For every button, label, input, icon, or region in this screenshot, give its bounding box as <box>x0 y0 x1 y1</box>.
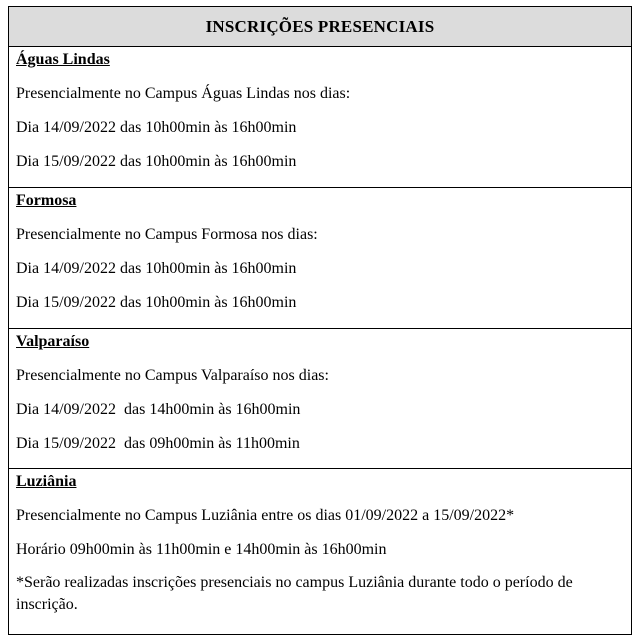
section-title: Águas Lindas <box>16 51 110 68</box>
section-title: Valparaíso <box>16 333 90 350</box>
section-formosa <box>9 188 631 329</box>
section-description: Presencialmente no Campus Valparaíso nos dias: <box>16 367 329 384</box>
schedule-line: Dia 14/09/2022 das 10h00min às 16h00min <box>16 260 297 277</box>
section-description: Presencialmente no Campus Formosa nos dias: <box>16 226 318 243</box>
section-luziania <box>9 469 631 634</box>
table-header <box>9 7 631 47</box>
schedule-line: Dia 14/09/2022 das 10h00min às 16h00min <box>16 119 297 136</box>
section-description: Presencialmente no Campus Águas Lindas nos dias: <box>16 85 351 102</box>
schedule-line: Dia 15/09/2022 das 10h00min às 16h00min <box>16 153 297 170</box>
footnote: *Serão realizadas inscrições presenciais no campus Luziânia durante todo o período de inscrição. <box>16 574 573 613</box>
schedule-line: Dia 15/09/2022 das 09h00min às 11h00min <box>16 435 300 452</box>
section-aguas-lindas <box>9 47 631 188</box>
section-title: Formosa <box>16 192 77 209</box>
section-valparaiso <box>9 329 631 469</box>
schedule-line: Dia 15/09/2022 das 10h00min às 16h00min <box>16 294 297 311</box>
section-description: Presencialmente no Campus Luziânia entre os dias 01/09/2022 a 15/09/2022* <box>16 507 515 524</box>
table-title: INSCRIÇÕES PRESENCIAIS <box>205 16 435 36</box>
schedule-line: Dia 14/09/2022 das 14h00min às 16h00min <box>16 401 301 418</box>
schedule-line: Horário 09h00min às 11h00min e 14h00min às 16h00min <box>16 541 387 558</box>
registration-table <box>8 6 632 635</box>
section-title: Luziânia <box>16 473 77 490</box>
